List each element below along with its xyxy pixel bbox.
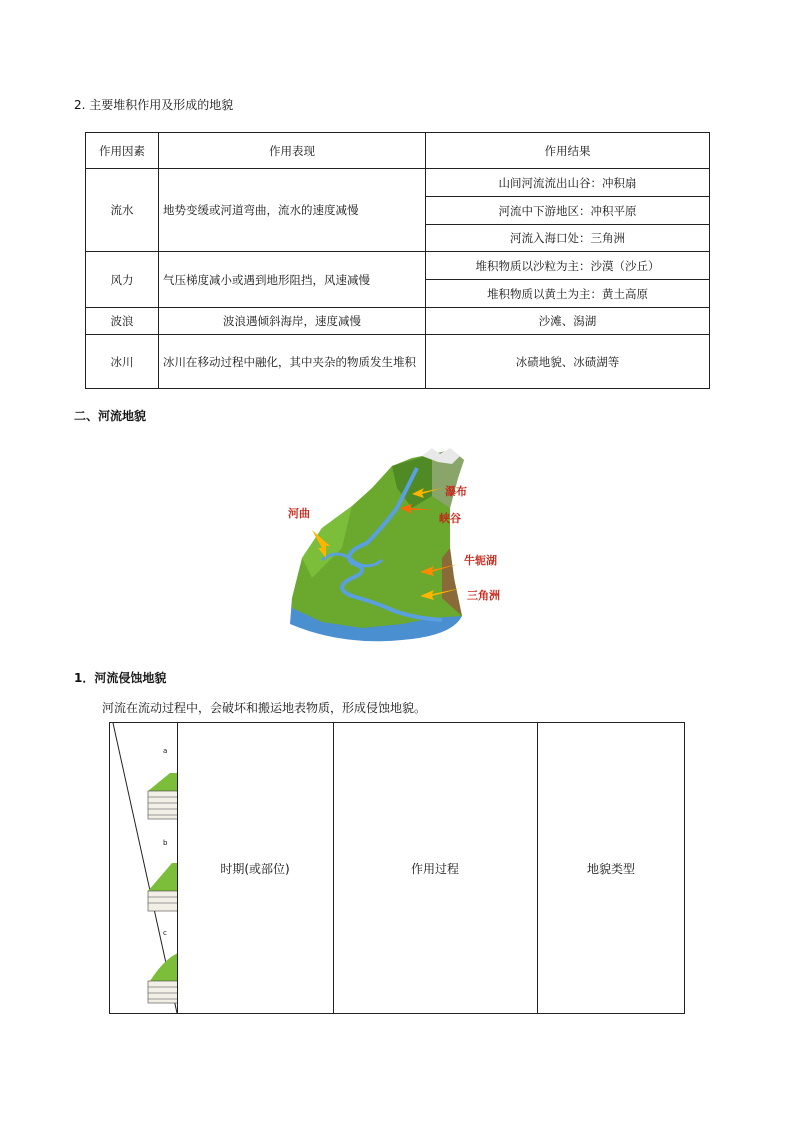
manifest-cell: 波浪遇倾斜海岸，速度减慢 [159,308,426,335]
intro-paragraph: 河流在流动过程中，会破坏和搬运地表物质，形成侵蚀地貌。 [102,701,427,715]
landform-type-header: 地貌类型 [586,862,635,876]
factor-cell: 流水 [86,169,159,252]
table-row [86,169,710,197]
river-landform-figure [282,448,512,644]
factor-cell: 冰川 [86,335,159,389]
result-cell: 堆积物质以沙粒为主：沙漠（沙丘） [426,252,710,280]
result-cell: 沙滩、潟湖 [426,308,710,335]
result-cell: 山间河流流出山谷：冲积扇 [426,169,710,197]
gorge-label: 峡谷 [439,512,461,525]
manifest-cell: 地势变缓或河道弯曲，流水的速度减慢 [159,169,426,252]
section-heading: 2. 主要堆积作用及形成的地貌 [74,98,234,112]
subsection-heading: 1．河流侵蚀地貌 [74,671,167,685]
stage-b-letter: b [163,839,168,847]
table-row [86,308,710,335]
section-heading: 二、河流地貌 [74,409,147,423]
river-landform-illustration [282,448,512,644]
table-row [86,335,710,389]
process-header: 作用过程 [410,862,459,876]
deposition-table [85,132,710,389]
delta-label: 三角洲 [467,589,500,602]
result-cell: 冰碛地貌、冰碛湖等 [426,335,710,389]
meander-label: 河曲 [288,507,310,520]
result-cell: 河流中下游地区：冲积平原 [426,197,710,225]
result-cell: 河流入海口处：三角洲 [426,225,710,252]
period-header: 时期(或部位) [220,862,290,876]
valley-evolution-diagram [110,723,177,1013]
erosion-table [109,722,685,1014]
header-cell: 作用因素 [86,133,159,169]
valley-evolution-illustration [110,723,177,1013]
manifest-cell: 气压梯度减小或遇到地形阻挡，风速减慢 [159,252,426,308]
waterfall-label: 瀑布 [445,485,467,498]
table-header-row [86,133,710,169]
result-cell: 堆积物质以黄土为主：黄土高原 [426,280,710,308]
stage-c-letter: c [163,929,167,937]
table-row [86,252,710,280]
factor-cell: 波浪 [86,308,159,335]
manifest-cell: 冰川在移动过程中融化，其中夹杂的物质发生堆积 [159,335,426,389]
header-cell: 作用表现 [159,133,426,169]
oxbow-lake-label: 牛轭湖 [464,554,497,567]
stage-a-letter: a [163,747,168,755]
factor-cell: 风力 [86,252,159,308]
header-cell: 作用结果 [426,133,710,169]
